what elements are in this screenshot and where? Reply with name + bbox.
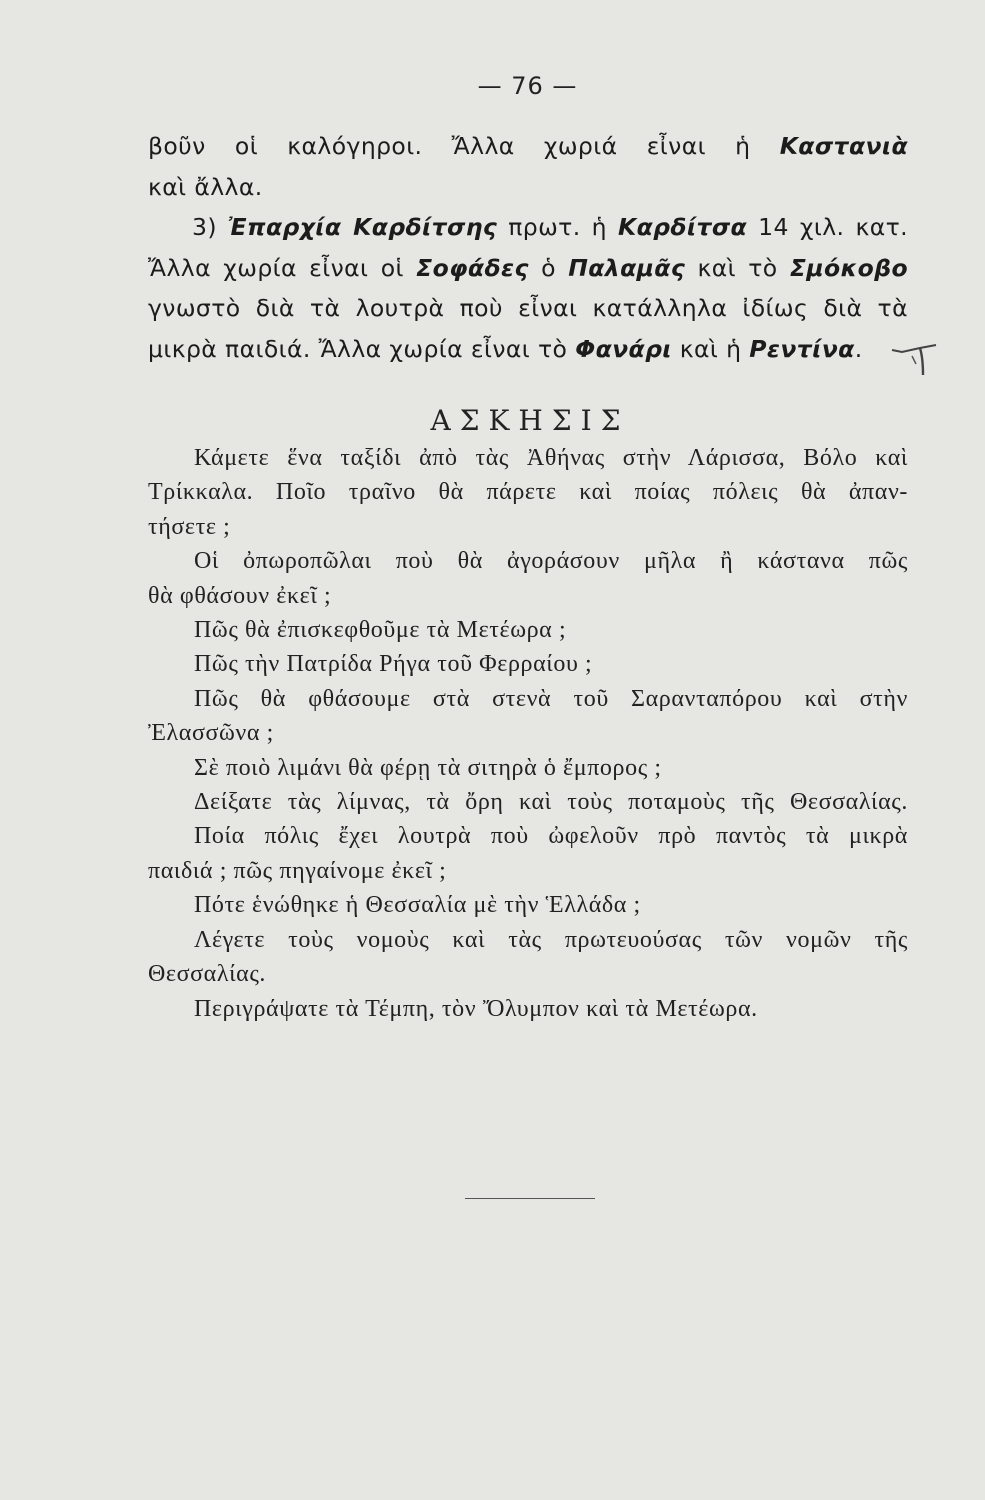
exercises-heading: ΑΣΚΗΣΙΣ xyxy=(430,404,630,437)
prose-text: . xyxy=(854,334,863,363)
exercise-11: Περιγράψατε τὰ Τέμπη, τὸν Ὄλυμπον καὶ τὰ Μετέωρα. xyxy=(194,995,758,1022)
exercise-1-line-1: Κάμετε ἕνα ταξίδι ἀπὸ τὰς Ἀθήνας στὴν Λάρισσα, Βόλο καὶ xyxy=(194,445,908,471)
prose-text: ὁ xyxy=(528,253,569,282)
prose-line-6 xyxy=(148,329,908,370)
prose-text: πρωτ. ἡ xyxy=(497,213,618,241)
place-name: Ρεντίνα xyxy=(749,334,855,363)
prose-text: μικρὰ παιδιά. Ἄλλα χωρία εἶναι τὸ xyxy=(148,334,576,363)
page-number: — 76 — xyxy=(477,72,578,100)
prose-text: 14 χιλ. κατ. xyxy=(747,213,908,241)
prose-line-1 xyxy=(148,126,908,167)
prose-line-4 xyxy=(148,248,908,289)
region-name: Ἐπαρχία Καρδίτσης xyxy=(227,213,498,241)
exercise-2-line-2: θὰ φθάσουν ἐκεῖ ; xyxy=(148,582,332,609)
place-name: Καστανιὰ xyxy=(779,132,908,160)
exercise-6: Σὲ ποιὸ λιμάνι θὰ φέρῃ τὰ σιτηρὰ ὁ ἔμπορος ; xyxy=(194,754,662,781)
exercise-9: Πότε ἑνώθηκε ἡ Θεσσαλία μὲ τὴν Ἑλλάδα ; xyxy=(194,892,641,919)
place-name: Σοφάδες xyxy=(416,253,529,282)
exercise-5-line-2: Ἐλασσῶνα ; xyxy=(148,720,274,747)
prose-text: καὶ τὸ xyxy=(685,253,790,282)
place-name: Σμόκοβο xyxy=(789,253,908,282)
prose-section xyxy=(148,126,908,369)
exercise-1-line-3: τήσετε ; xyxy=(148,513,231,540)
exercise-10-line-1: Λέγετε τοὺς νομοὺς καὶ τὰς πρωτευούσας τῶν νομῶν τῆς xyxy=(194,926,908,953)
prose-line-3 xyxy=(148,207,908,248)
exercises-section xyxy=(148,441,908,1026)
exercise-3: Πῶς θὰ ἐπισκεφθοῦμε τὰ Μετέωρα ; xyxy=(194,617,567,644)
exercise-10-line-2: Θεσσαλίας. xyxy=(148,961,267,988)
exercise-8-line-2: παιδιά ; πῶς πηγαίνομε ἐκεῖ ; xyxy=(148,857,447,884)
prose-text: καὶ ἡ xyxy=(671,334,750,363)
exercise-2-line-1: Οἱ ὀπωροπῶλαι ποὺ θὰ ἀγοράσουν μῆλα ἢ κάστανα πῶς xyxy=(194,548,908,575)
place-name: Παλαμᾶς xyxy=(568,253,686,282)
prose-text: βοῦν οἱ καλόγηροι. Ἄλλα χωριά εἶναι ἡ xyxy=(148,132,780,160)
pencil-check-mark xyxy=(890,330,940,390)
prose-line-5: γνωστὸ διὰ τὰ λουτρὰ ποὺ εἶναι κατάλληλα ἰδίως διὰ τὰ xyxy=(148,294,908,322)
place-name: Φανάρι xyxy=(575,334,672,363)
exercise-1-line-2: Τρίκκαλα. Ποῖο τραῖνο θὰ πάρετε καὶ ποίας πόλεις θὰ ἀπαν- xyxy=(148,479,908,506)
exercise-4: Πῶς τὴν Πατρίδα Ρήγα τοῦ Φερραίου ; xyxy=(194,651,593,678)
place-name: Καρδίτσα xyxy=(617,213,748,241)
exercise-5-line-1: Πῶς θὰ φθάσουμε στὰ στενὰ τοῦ Σαρανταπόρου καὶ στὴν xyxy=(194,685,908,712)
prose-line-2: καὶ ἄλλα. xyxy=(148,172,263,201)
end-rule xyxy=(465,1198,595,1199)
prose-text: 3) xyxy=(192,213,228,241)
exercise-7: Δείξατε τὰς λίμνας, τὰ ὄρη καὶ τοὺς ποταμοὺς τῆς Θεσσαλίας. xyxy=(194,789,908,816)
exercise-8-line-1: Ποία πόλις ἔχει λουτρὰ ποὺ ὠφελοῦν πρὸ παντὸς τὰ μικρὰ xyxy=(194,823,908,850)
prose-text: Ἄλλα χωρία εἶναι οἱ xyxy=(148,253,417,282)
